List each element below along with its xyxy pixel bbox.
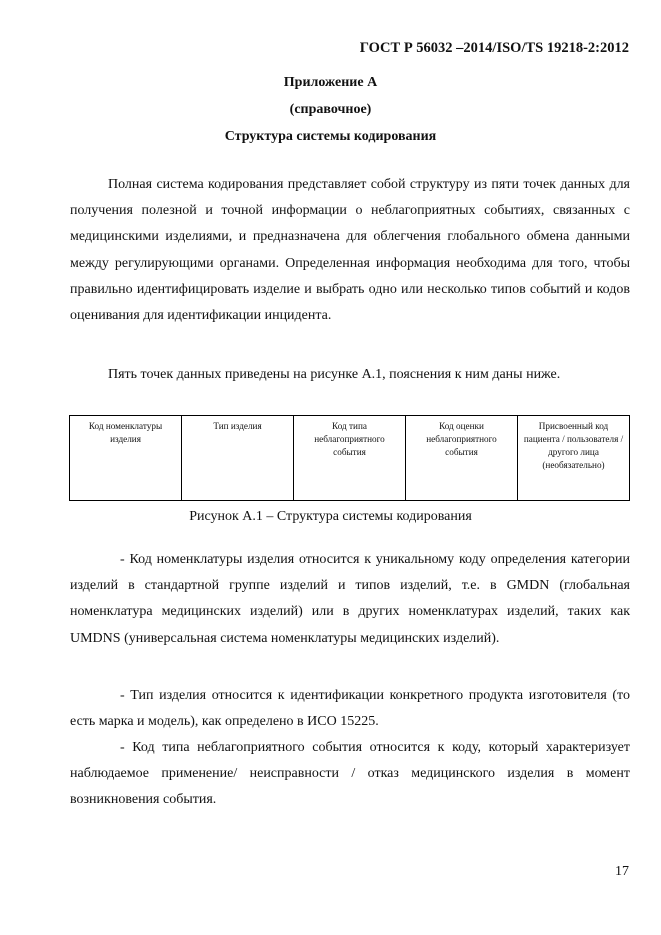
appendix-title: Приложение А [283,75,378,90]
coding-structure-figure [69,415,630,501]
event-evaluation-code-cell: Код оценки неблагоприятного события [406,416,518,501]
assigned-patient-code-cell: Присвоенный код пациента / пользователя / другого лица (необязательно) [518,416,630,501]
intro-paragraph: Полная система кодирования представляет собой структуру из пяти точек данных для получения полезной и точной информации о неблагоприятных событиях, связанных с медицинскими изделиями, и предназначена для облегчения глобального обмена данными между регулирующими органами. Определенная информация необходима для того, чтобы правильно идентифицировать изделие и выбрать одно или несколько типов событий и кодов оценивания для идентификации инцидента. [70,177,630,324]
event-type-code-cell: Код типа неблагоприятного события [294,416,406,501]
list-item: - Код типа неблагоприятного события относится к коду, который характеризует наблюдаемое применение/ неисправности / отказ медицинского изделия в момент возникновения события. [70,740,630,808]
page-number: 17 [615,864,629,879]
list-item: - Тип изделия относится к идентификации конкретного продукта изготовителя (то есть марка и модель), как определено в ИСО 15225. [70,688,630,730]
table-row [70,416,630,501]
figure-caption: Рисунок А.1 – Структура системы кодирования [189,509,472,524]
appendix-status: (справочное) [289,102,372,117]
figure-reference-paragraph: Пять точек данных приведены на рисунке А.1, пояснения к ним даны ниже. [108,367,561,382]
section-heading: Структура системы кодирования [224,129,437,144]
document-header: ГОСТ Р 56032 –2014/ISO/TS 19218-2:2012 [359,40,629,56]
list-item: - Код номенклатуры изделия относится к уникальному коду определения категории изделий в стандартной группе изделий и типов изделий, т.е. в GMDN (глобальная номенклатура медицинских изделий) или в других номенклатурах изделий, таких как UMDNS (универсальная система номенклатуры медицинских изделий). [70,552,630,646]
device-type-cell: Тип изделия [182,416,294,501]
nomenclature-code-cell: Код номенклатуры изделия [70,416,182,501]
